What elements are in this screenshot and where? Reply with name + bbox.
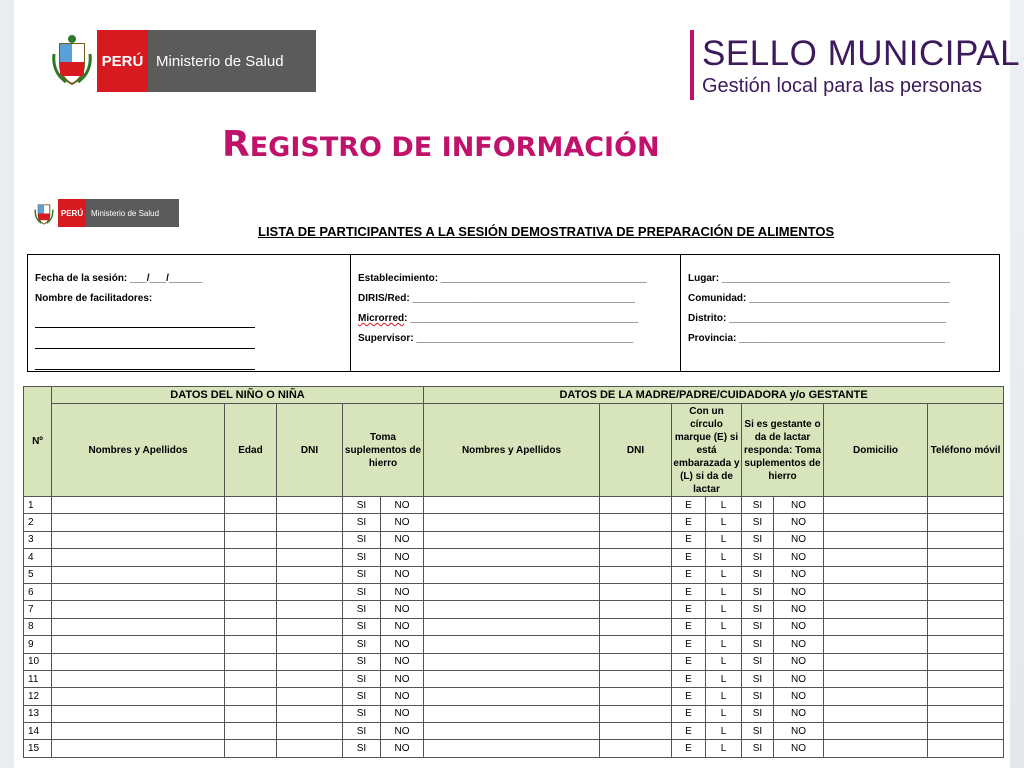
embarazada-option[interactable]: E — [672, 740, 706, 757]
madre-nombres-cell[interactable] — [424, 723, 600, 740]
telefono-cell[interactable] — [928, 531, 1004, 548]
embarazada-option[interactable]: E — [672, 583, 706, 600]
toma-no-option[interactable]: NO — [381, 723, 424, 740]
table-row — [24, 514, 1004, 531]
gestante-si-option[interactable]: SI — [742, 497, 774, 514]
gestante-si-option[interactable]: SI — [742, 636, 774, 653]
embarazada-option[interactable]: E — [672, 723, 706, 740]
page-title-rest: EGISTRO DE INFORMACIÓN — [249, 132, 660, 163]
nino-edad-cell[interactable] — [225, 670, 277, 687]
establecimiento-field[interactable]: Establecimiento: _____________________________________ — [358, 273, 647, 284]
row-number: 3 — [24, 531, 52, 548]
telefono-cell[interactable] — [928, 549, 1004, 566]
sello-bar — [690, 30, 694, 100]
nino-dni-cell[interactable] — [277, 688, 343, 705]
facilitador-line[interactable] — [35, 313, 255, 328]
madre-dni-cell[interactable] — [600, 723, 672, 740]
nino-nombres-cell[interactable] — [52, 653, 225, 670]
nino-nombres-cell[interactable] — [52, 723, 225, 740]
lactar-option[interactable]: L — [706, 670, 742, 687]
embarazada-option[interactable]: E — [672, 549, 706, 566]
madre-dni-cell[interactable] — [600, 653, 672, 670]
participants-table — [23, 386, 1004, 758]
toma-no-option[interactable]: NO — [381, 618, 424, 635]
table-row — [24, 723, 1004, 740]
telefono-cell[interactable] — [928, 705, 1004, 722]
domicilio-cell[interactable] — [824, 514, 928, 531]
telefono-cell[interactable] — [928, 653, 1004, 670]
ministerio-logo — [50, 30, 316, 92]
nino-edad-cell[interactable] — [225, 583, 277, 600]
toma-no-option[interactable]: NO — [381, 497, 424, 514]
lactar-option[interactable]: L — [706, 636, 742, 653]
domicilio-cell[interactable] — [824, 566, 928, 583]
table-row — [24, 688, 1004, 705]
lactar-option[interactable]: L — [706, 531, 742, 548]
domicilio-cell[interactable] — [824, 601, 928, 618]
telefono-cell[interactable] — [928, 514, 1004, 531]
toma-no-option[interactable]: NO — [381, 740, 424, 757]
provincia-field[interactable]: Provincia: _____________________________________ — [688, 333, 945, 344]
nino-dni-cell[interactable] — [277, 583, 343, 600]
gestante-no-option[interactable]: NO — [774, 636, 824, 653]
table-row — [24, 601, 1004, 618]
table-row — [24, 549, 1004, 566]
gestante-no-option[interactable]: NO — [774, 531, 824, 548]
table-row — [24, 497, 1004, 514]
toma-si-option[interactable]: SI — [343, 618, 381, 635]
madre-nombres-cell[interactable] — [424, 531, 600, 548]
nino-nombres-cell[interactable] — [52, 549, 225, 566]
toma-si-option[interactable]: SI — [343, 688, 381, 705]
gestante-no-option[interactable]: NO — [774, 688, 824, 705]
madre-dni-cell[interactable] — [600, 705, 672, 722]
nino-edad-cell[interactable] — [225, 740, 277, 757]
nino-dni-cell[interactable] — [277, 618, 343, 635]
lactar-option[interactable]: L — [706, 549, 742, 566]
madre-dni-cell[interactable] — [600, 670, 672, 687]
madre-dni-cell[interactable] — [600, 549, 672, 566]
gestante-no-option[interactable]: NO — [774, 653, 824, 670]
nino-nombres-cell[interactable] — [52, 566, 225, 583]
telefono-cell[interactable] — [928, 583, 1004, 600]
info-col-session — [28, 255, 351, 371]
domicilio-cell[interactable] — [824, 670, 928, 687]
col-dni-nino-header: DNI — [277, 404, 343, 497]
toma-si-option[interactable]: SI — [343, 531, 381, 548]
row-number: 14 — [24, 723, 52, 740]
gestante-si-option[interactable]: SI — [742, 670, 774, 687]
col-telefono-header: Teléfono móvil — [928, 404, 1004, 497]
distrito-field[interactable]: Distrito: _______________________________________ — [688, 313, 947, 324]
gestante-si-option[interactable]: SI — [742, 566, 774, 583]
sello-municipal-logo — [690, 30, 1021, 100]
nino-dni-cell[interactable] — [277, 566, 343, 583]
table-row — [24, 531, 1004, 548]
embarazada-option[interactable]: E — [672, 670, 706, 687]
toma-si-option[interactable]: SI — [343, 670, 381, 687]
domicilio-cell[interactable] — [824, 618, 928, 635]
madre-dni-cell[interactable] — [600, 636, 672, 653]
madre-dni-cell[interactable] — [600, 688, 672, 705]
madre-nombres-cell[interactable] — [424, 514, 600, 531]
toma-si-option[interactable]: SI — [343, 497, 381, 514]
toma-si-option[interactable]: SI — [343, 653, 381, 670]
toma-no-option[interactable]: NO — [381, 670, 424, 687]
domicilio-cell[interactable] — [824, 653, 928, 670]
table-row — [24, 618, 1004, 635]
peru-coat-of-arms-icon — [50, 30, 94, 92]
nino-dni-cell[interactable] — [277, 653, 343, 670]
madre-nombres-cell[interactable] — [424, 670, 600, 687]
row-number: 7 — [24, 601, 52, 618]
toma-si-option[interactable]: SI — [343, 723, 381, 740]
page-title-initial: R — [222, 124, 250, 165]
row-number: 2 — [24, 514, 52, 531]
gestante-si-option[interactable]: SI — [742, 688, 774, 705]
madre-nombres-cell[interactable] — [424, 601, 600, 618]
gestante-si-option[interactable]: SI — [742, 601, 774, 618]
nino-nombres-cell[interactable] — [52, 740, 225, 757]
gestante-si-option[interactable]: SI — [742, 705, 774, 722]
row-number: 4 — [24, 549, 52, 566]
supervisor-field[interactable]: Supervisor: _______________________________________ — [358, 333, 634, 344]
nino-dni-cell[interactable] — [277, 531, 343, 548]
telefono-cell[interactable] — [928, 566, 1004, 583]
gestante-si-option[interactable]: SI — [742, 514, 774, 531]
madre-nombres-cell[interactable] — [424, 688, 600, 705]
info-col-establishment — [351, 255, 681, 371]
madre-dni-cell[interactable] — [600, 601, 672, 618]
nino-dni-cell[interactable] — [277, 723, 343, 740]
telefono-cell[interactable] — [928, 740, 1004, 757]
embarazada-option[interactable]: E — [672, 531, 706, 548]
nino-edad-cell[interactable] — [225, 531, 277, 548]
gestante-si-option[interactable]: SI — [742, 653, 774, 670]
gestante-no-option[interactable]: NO — [774, 723, 824, 740]
toma-si-option[interactable]: SI — [343, 583, 381, 600]
telefono-cell[interactable] — [928, 601, 1004, 618]
nino-edad-cell[interactable] — [225, 723, 277, 740]
toma-si-option[interactable]: SI — [343, 705, 381, 722]
telefono-cell[interactable] — [928, 670, 1004, 687]
toma-si-option[interactable]: SI — [343, 566, 381, 583]
facilitadores-label: Nombre de facilitadores: — [35, 293, 153, 304]
embarazada-option[interactable]: E — [672, 514, 706, 531]
toma-no-option[interactable]: NO — [381, 566, 424, 583]
nino-edad-cell[interactable] — [225, 688, 277, 705]
lactar-option[interactable]: L — [706, 601, 742, 618]
toma-no-option[interactable]: NO — [381, 688, 424, 705]
microrred-line: : _________________________________________ — [404, 313, 639, 324]
gestante-si-option[interactable]: SI — [742, 618, 774, 635]
lugar-field[interactable]: Lugar: _________________________________________ — [688, 273, 950, 284]
gestante-si-option[interactable]: SI — [742, 549, 774, 566]
lactar-option[interactable]: L — [706, 497, 742, 514]
row-number: 12 — [24, 688, 52, 705]
madre-nombres-cell[interactable] — [424, 618, 600, 635]
nino-nombres-cell[interactable] — [52, 705, 225, 722]
domicilio-cell[interactable] — [824, 549, 928, 566]
nino-nombres-cell[interactable] — [52, 497, 225, 514]
nino-edad-cell[interactable] — [225, 618, 277, 635]
toma-no-option[interactable]: NO — [381, 636, 424, 653]
col-domicilio-header: Domicilio — [824, 404, 928, 497]
row-number: 11 — [24, 670, 52, 687]
madre-dni-cell[interactable] — [600, 566, 672, 583]
madre-nombres-cell[interactable] — [424, 497, 600, 514]
row-number: 6 — [24, 583, 52, 600]
gestante-no-option[interactable]: NO — [774, 618, 824, 635]
gestante-no-option[interactable]: NO — [774, 601, 824, 618]
domicilio-cell[interactable] — [824, 740, 928, 757]
sello-subtitle: Gestión local para las personas — [702, 75, 983, 97]
gestante-no-option[interactable]: NO — [774, 514, 824, 531]
form-sheet — [20, 192, 1010, 768]
telefono-cell[interactable] — [928, 723, 1004, 740]
lactar-option[interactable]: L — [706, 514, 742, 531]
lactar-option[interactable]: L — [706, 723, 742, 740]
nino-dni-cell[interactable] — [277, 514, 343, 531]
toma-no-option[interactable]: NO — [381, 549, 424, 566]
toma-no-option[interactable]: NO — [381, 583, 424, 600]
col-toma-header: Toma suplementos de hierro — [343, 404, 424, 497]
info-col-location — [681, 255, 999, 371]
fecha-field[interactable]: Fecha de la sesión: ___/___/______ — [35, 273, 203, 284]
embarazada-option[interactable]: E — [672, 636, 706, 653]
lactar-option[interactable]: L — [706, 583, 742, 600]
table-row — [24, 636, 1004, 653]
madre-nombres-cell[interactable] — [424, 566, 600, 583]
nino-nombres-cell[interactable] — [52, 531, 225, 548]
nino-nombres-cell[interactable] — [52, 514, 225, 531]
form-ministry-label: Ministerio de Salud — [86, 199, 179, 227]
madre-dni-cell[interactable] — [600, 514, 672, 531]
nino-edad-cell[interactable] — [225, 705, 277, 722]
nino-nombres-cell[interactable] — [52, 583, 225, 600]
group-mother-header: DATOS DE LA MADRE/PADRE/CUIDADORA y/o GESTANTE — [424, 387, 1004, 404]
domicilio-cell[interactable] — [824, 636, 928, 653]
toma-si-option[interactable]: SI — [343, 601, 381, 618]
madre-nombres-cell[interactable] — [424, 705, 600, 722]
embarazada-option[interactable]: E — [672, 601, 706, 618]
col-circulo-header: Con un círculo marque (E) si está embarazada y (L) si da de lactar — [673, 405, 740, 495]
ministry-label: Ministerio de Salud — [148, 30, 316, 92]
madre-dni-cell[interactable] — [600, 618, 672, 635]
madre-nombres-cell[interactable] — [424, 583, 600, 600]
nino-edad-cell[interactable] — [225, 514, 277, 531]
domicilio-cell[interactable] — [824, 705, 928, 722]
toma-si-option[interactable]: SI — [343, 740, 381, 757]
toma-si-option[interactable]: SI — [343, 514, 381, 531]
form-peru-label: PERÚ — [58, 199, 86, 227]
telefono-cell[interactable] — [928, 497, 1004, 514]
row-number: 10 — [24, 653, 52, 670]
facilitador-line[interactable] — [35, 355, 255, 370]
nino-edad-cell[interactable] — [225, 549, 277, 566]
col-gestante-header: Si es gestante o da de lactar responda: Toma suplementos de hierro — [742, 404, 824, 497]
madre-dni-cell[interactable] — [600, 531, 672, 548]
madre-nombres-cell[interactable] — [424, 653, 600, 670]
toma-no-option[interactable]: NO — [381, 514, 424, 531]
nino-nombres-cell[interactable] — [52, 636, 225, 653]
sello-title: SELLO MUNICIPAL — [702, 34, 1021, 73]
gestante-no-option[interactable]: NO — [774, 566, 824, 583]
gestante-no-option[interactable]: NO — [774, 549, 824, 566]
toma-si-option[interactable]: SI — [343, 549, 381, 566]
gestante-si-option[interactable]: SI — [742, 583, 774, 600]
toma-no-option[interactable]: NO — [381, 705, 424, 722]
nino-nombres-cell[interactable] — [52, 601, 225, 618]
col-nombres-nino-header: Nombres y Apellidos — [52, 404, 225, 497]
facilitador-line[interactable] — [35, 334, 255, 349]
toma-no-option[interactable]: NO — [381, 653, 424, 670]
table-row — [24, 566, 1004, 583]
row-number: 15 — [24, 740, 52, 757]
embarazada-option[interactable]: E — [672, 497, 706, 514]
nino-dni-cell[interactable] — [277, 601, 343, 618]
row-number: 13 — [24, 705, 52, 722]
nino-edad-cell[interactable] — [225, 653, 277, 670]
table-row — [24, 653, 1004, 670]
embarazada-option[interactable]: E — [672, 566, 706, 583]
toma-no-option[interactable]: NO — [381, 601, 424, 618]
table-row — [24, 670, 1004, 687]
lactar-option[interactable]: L — [706, 618, 742, 635]
madre-nombres-cell[interactable] — [424, 636, 600, 653]
nino-dni-cell[interactable] — [277, 670, 343, 687]
lactar-option[interactable]: L — [706, 566, 742, 583]
nino-nombres-cell[interactable] — [52, 688, 225, 705]
table-row — [24, 705, 1004, 722]
embarazada-option[interactable]: E — [672, 688, 706, 705]
microrred-label: Microrred — [358, 313, 405, 324]
form-title: LISTA DE PARTICIPANTES A LA SESIÓN DEMOSTRATIVA DE PREPARACIÓN DE ALIMENTOS — [258, 224, 835, 239]
row-number: 9 — [24, 636, 52, 653]
nino-edad-cell[interactable] — [225, 636, 277, 653]
nino-dni-cell[interactable] — [277, 497, 343, 514]
domicilio-cell[interactable] — [824, 497, 928, 514]
nino-dni-cell[interactable] — [277, 740, 343, 757]
nino-nombres-cell[interactable] — [52, 670, 225, 687]
col-edad-header: Edad — [225, 404, 277, 497]
form-ministerio-logo — [33, 199, 179, 227]
lactar-option[interactable]: L — [706, 705, 742, 722]
toma-si-option[interactable]: SI — [343, 636, 381, 653]
peru-coat-of-arms-icon — [33, 199, 55, 227]
madre-dni-cell[interactable] — [600, 497, 672, 514]
col-dni-madre-header: DNI — [600, 404, 672, 497]
left-decor-band — [0, 0, 14, 768]
gestante-si-option[interactable]: SI — [742, 740, 774, 757]
madre-nombres-cell[interactable] — [424, 740, 600, 757]
nino-edad-cell[interactable] — [225, 566, 277, 583]
gestante-si-option[interactable]: SI — [742, 531, 774, 548]
embarazada-option[interactable]: E — [672, 705, 706, 722]
nino-dni-cell[interactable] — [277, 705, 343, 722]
lactar-option[interactable]: L — [706, 653, 742, 670]
table-row — [24, 583, 1004, 600]
madre-dni-cell[interactable] — [600, 740, 672, 757]
embarazada-option[interactable]: E — [672, 653, 706, 670]
gestante-si-option[interactable]: SI — [742, 723, 774, 740]
group-child-header: DATOS DEL NIÑO O NIÑA — [52, 387, 424, 404]
row-number: 5 — [24, 566, 52, 583]
lactar-option[interactable]: L — [706, 688, 742, 705]
nino-edad-cell[interactable] — [225, 497, 277, 514]
row-number: 1 — [24, 497, 52, 514]
madre-nombres-cell[interactable] — [424, 549, 600, 566]
col-num-header: Nº — [24, 387, 52, 497]
gestante-no-option[interactable]: NO — [774, 740, 824, 757]
session-info-box — [27, 254, 1000, 372]
row-number: 8 — [24, 618, 52, 635]
nino-nombres-cell[interactable] — [52, 618, 225, 635]
peru-label: PERÚ — [97, 30, 148, 92]
col-nombres-madre-header: Nombres y Apellidos — [424, 404, 600, 497]
domicilio-cell[interactable] — [824, 688, 928, 705]
lactar-option[interactable]: L — [706, 740, 742, 757]
nino-dni-cell[interactable] — [277, 636, 343, 653]
gestante-no-option[interactable]: NO — [774, 670, 824, 687]
page-title — [222, 124, 660, 165]
gestante-no-option[interactable]: NO — [774, 583, 824, 600]
right-decor-band — [1010, 0, 1024, 768]
nino-dni-cell[interactable] — [277, 549, 343, 566]
diris-field[interactable]: DIRIS/Red: ________________________________________ — [358, 293, 635, 304]
comunidad-field[interactable]: Comunidad: ____________________________________ — [688, 293, 950, 304]
telefono-cell[interactable] — [928, 688, 1004, 705]
domicilio-cell[interactable] — [824, 531, 928, 548]
microrred-field[interactable] — [358, 313, 674, 333]
embarazada-option[interactable]: E — [672, 618, 706, 635]
telefono-cell[interactable] — [928, 618, 1004, 635]
gestante-no-option[interactable]: NO — [774, 497, 824, 514]
nino-edad-cell[interactable] — [225, 601, 277, 618]
domicilio-cell[interactable] — [824, 583, 928, 600]
domicilio-cell[interactable] — [824, 723, 928, 740]
gestante-no-option[interactable]: NO — [774, 705, 824, 722]
table-row — [24, 740, 1004, 757]
madre-dni-cell[interactable] — [600, 583, 672, 600]
toma-no-option[interactable]: NO — [381, 531, 424, 548]
telefono-cell[interactable] — [928, 636, 1004, 653]
